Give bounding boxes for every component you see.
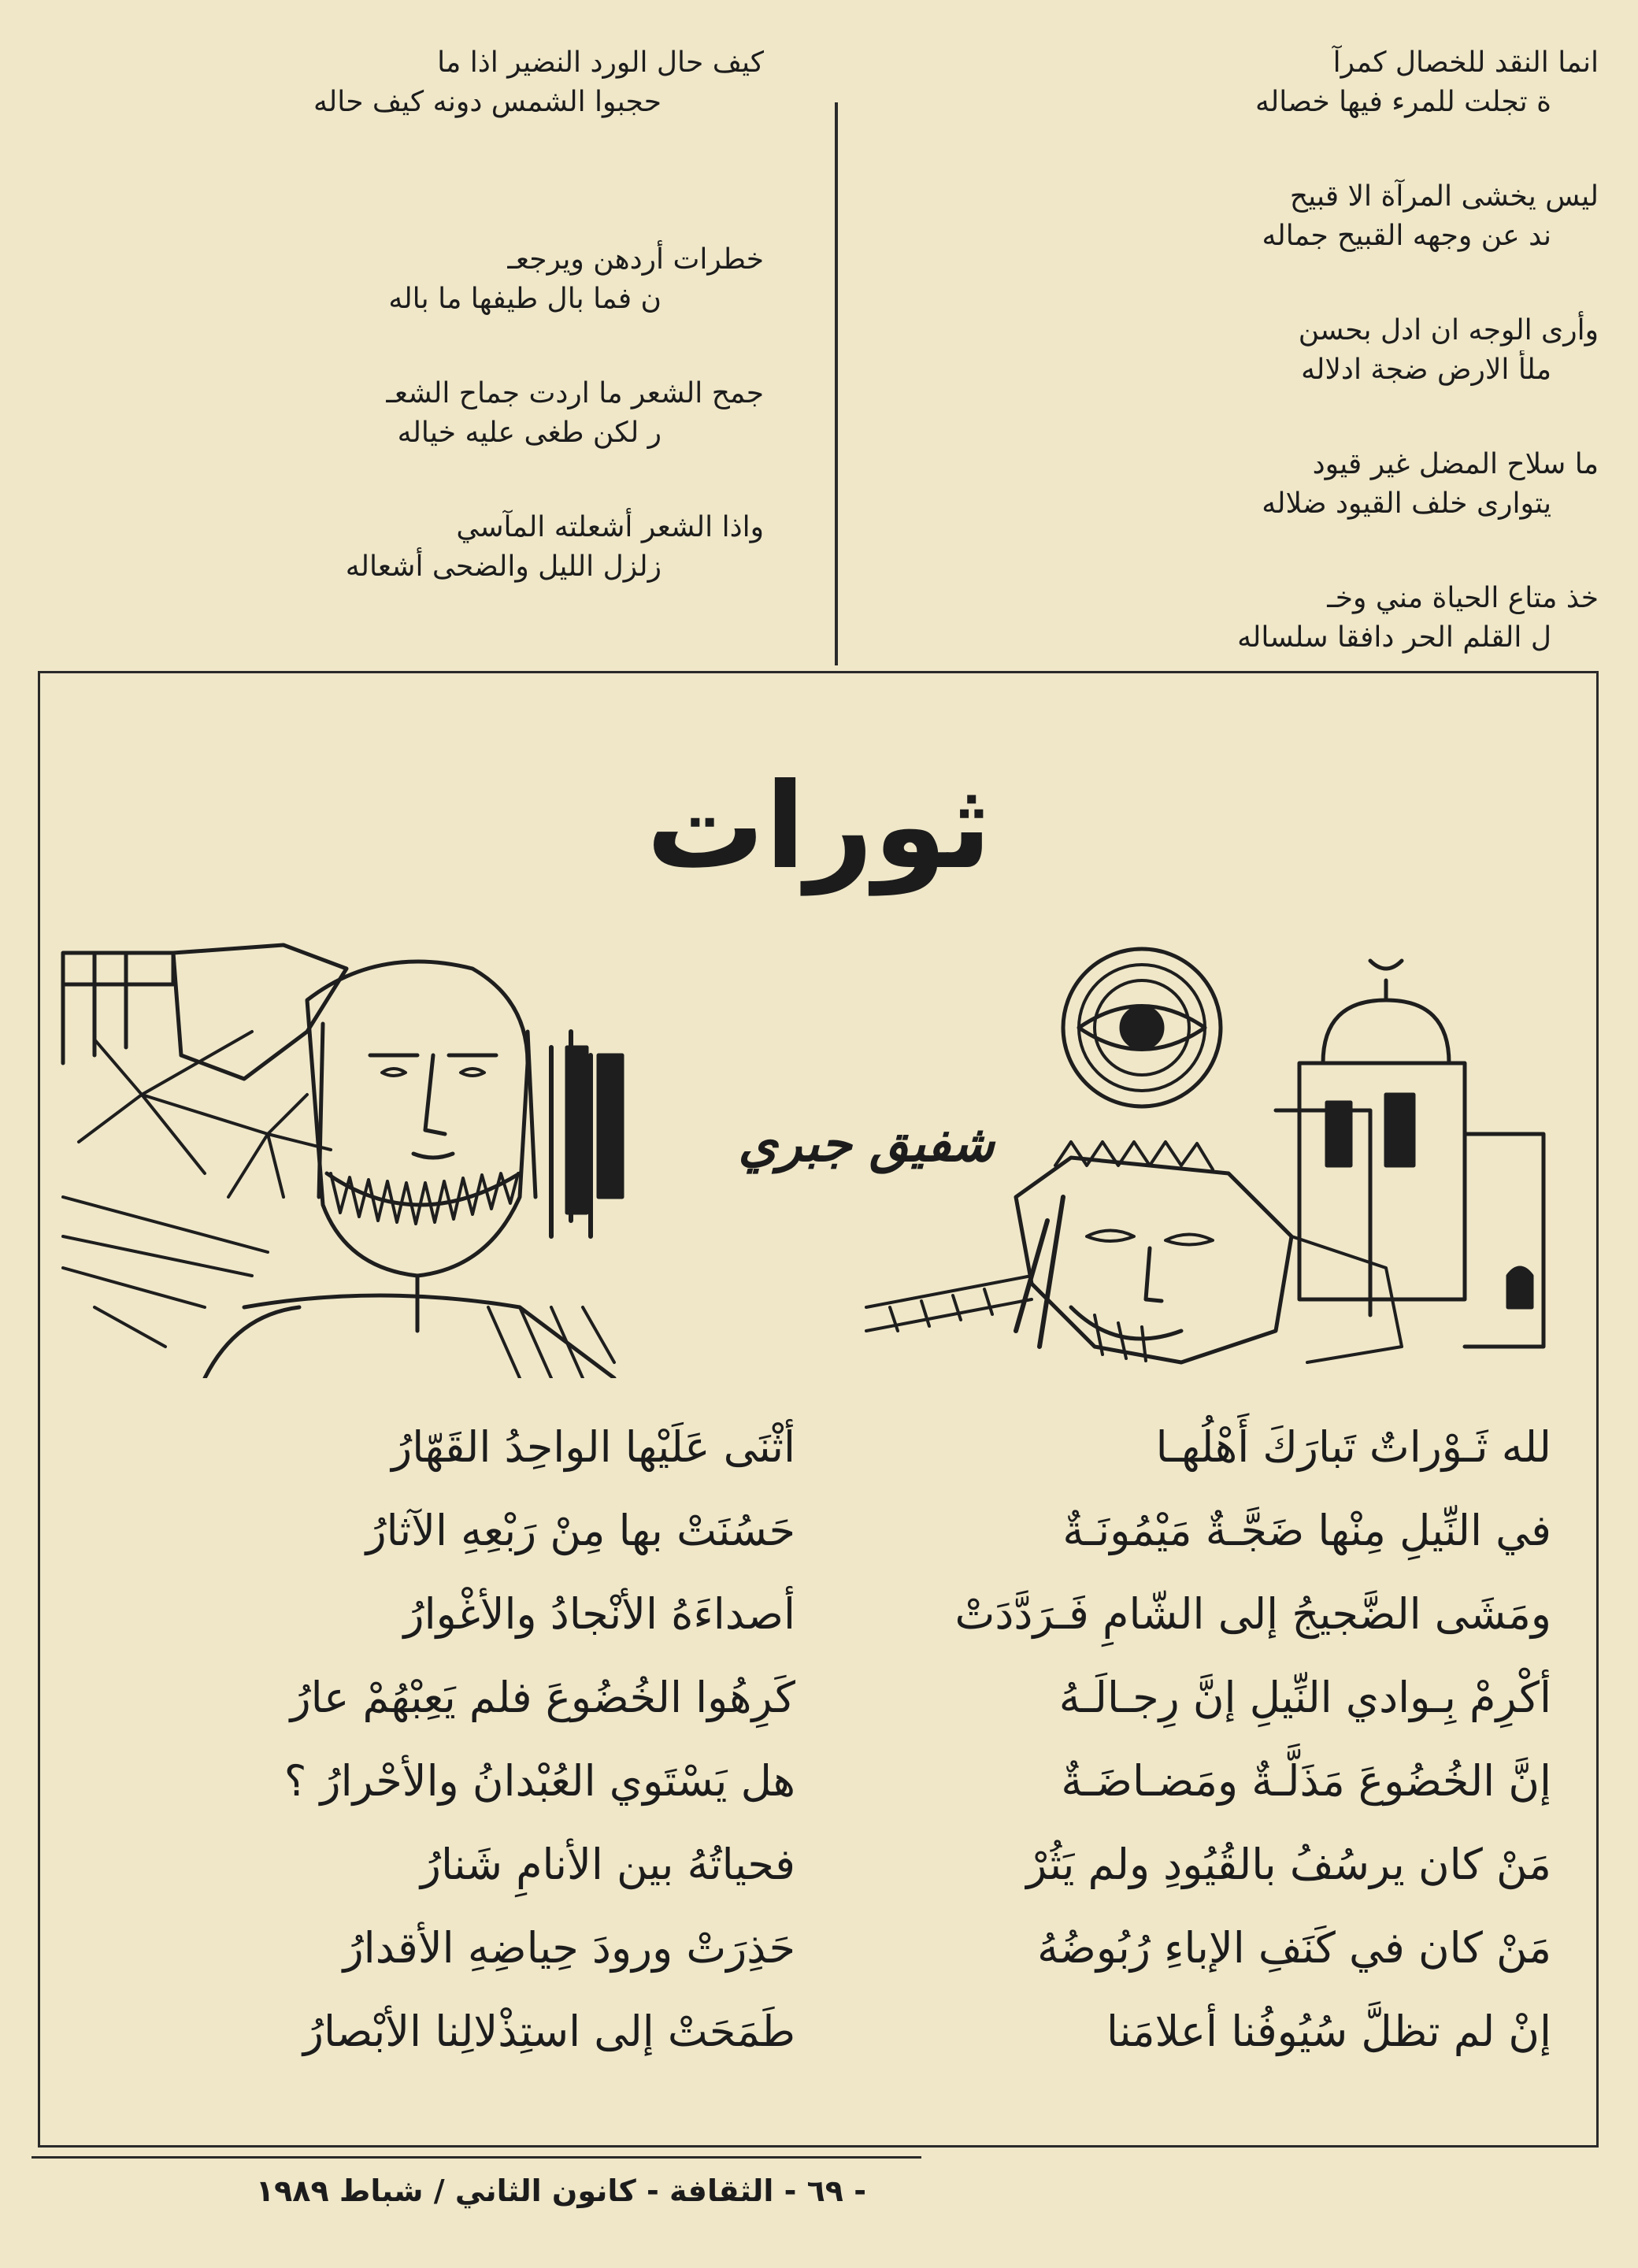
verse-line: وأرى الوجه ان ادل بحسن <box>1298 314 1599 346</box>
verse-line: ملأ الارض ضجة ادلاله <box>1301 354 1551 386</box>
verse-line: حجبوا الشمس دونه كيف حاله <box>313 86 662 118</box>
verse-line: لله ثَـوْراتٌ تَبارَكَ أَهْلُهـا <box>1155 1422 1551 1472</box>
verse-line: ومَشَى الضَّجيجُ إلى الشّامِ فَـرَدَّدَتْ <box>954 1589 1551 1639</box>
top-poem-right-column <box>874 43 1599 713</box>
verse-line: كيف حال الورد النضير اذا ما <box>437 46 764 79</box>
stanza <box>874 311 1599 390</box>
stanza <box>874 43 1599 122</box>
verse-line: ل القلم الحر دافقا سلساله <box>1237 621 1551 654</box>
verse-line: حَسُنَتْ بها مِنْ رَبْعِهِ الآثارُ <box>365 1506 795 1555</box>
stanza <box>32 374 764 453</box>
verse-line: يتوارى خلف القيود ضلاله <box>1262 487 1551 520</box>
verse-line: ليس يخشى المرآة الا قبيح <box>1289 180 1599 213</box>
verse-line: مَنْ كان في كَنَفِ الإباءِ رُبُوضُهُ <box>1037 1923 1551 1973</box>
verse-line: إنَّ الخُضُوعَ مَذَلَّـةٌ ومَضـاضَـةٌ <box>1061 1756 1551 1806</box>
verse-line: زلزل الليل والضحى أشعاله <box>345 550 662 583</box>
verse-line: في النِّيلِ مِنْها ضَجَّـةٌ مَيْمُونَـةٌ <box>1062 1506 1551 1555</box>
verse-line: فحياتُهُ بين الأنامِ شَنارُ <box>420 1840 795 1889</box>
verse-line: ر لكن طغى عليه خياله <box>397 417 662 449</box>
verse-line: مَنْ كان يرسُفُ بالقُيُودِ ولم يَثُرْ <box>1026 1840 1551 1889</box>
verse-line: أكْرِمْ بِـوادي النِّيلِ إنَّ رِجـالَـهُ <box>1058 1673 1551 1722</box>
column-divider <box>835 102 838 665</box>
verse-line: حَذِرَتْ ورودَ حِياضِهِ الأقدارُ <box>343 1923 795 1973</box>
stanza <box>32 508 764 587</box>
verse-line: جمح الشعر ما اردت جماح الشعـ <box>386 377 764 410</box>
verse-line: انما النقد للخصال كمرآ <box>1332 46 1599 79</box>
verse-line: ما سلاح المضل غير قيود <box>1312 448 1599 480</box>
verse-line: هل يَسْتَوي العُبْدانُ والأحْرارُ ؟ <box>284 1756 795 1806</box>
verse-line: خذ متاع الحياة مني وخـ <box>1327 582 1599 614</box>
verse-line: ة تجلت للمرء فيها خصاله <box>1255 86 1551 118</box>
verse-line: واذا الشعر أشعلته المآسي <box>456 511 764 543</box>
author-signature: شفيق جبري <box>738 1114 995 1173</box>
main-poem-right-column <box>874 1406 1551 2073</box>
stanza <box>32 43 764 122</box>
stanza <box>874 177 1599 256</box>
page-footer: - ٦٩ - الثقافة - كانون الثاني / شباط ١٩٨٩ <box>255 2174 866 2208</box>
verse-line: أصداءَهُ الأنْجادُ والأغْوارُ <box>403 1589 795 1639</box>
poem-title: ثورات <box>646 758 992 895</box>
verse-line: أثْنَى عَلَيْها الواحِدُ القَهّارُ <box>391 1422 795 1472</box>
top-poem-left-column <box>32 43 764 642</box>
stanza <box>32 240 764 319</box>
verse-line: إنْ لم تظلَّ سُيُوفُنا أعلامَنا <box>1106 2007 1551 2056</box>
verse-line: خطرات أردهن ويرجعـ <box>507 243 764 276</box>
verse-line: كَرِهُوا الخُضُوعَ فلم يَعِبْهُمْ عارُ <box>290 1673 795 1722</box>
left-figure-drawing <box>63 945 622 1378</box>
verse-line: ن فما بال طيفها ما باله <box>388 283 662 315</box>
verse-line: ند عن وجهه القبيح جماله <box>1262 220 1551 252</box>
stanza <box>874 579 1599 658</box>
footer-rule <box>32 2156 921 2159</box>
stanza <box>874 445 1599 524</box>
main-poem-left-column <box>110 1406 795 2073</box>
verse-line: طَمَحَتْ إلى استِذْلالِنا الأبْصارُ <box>302 2007 795 2056</box>
